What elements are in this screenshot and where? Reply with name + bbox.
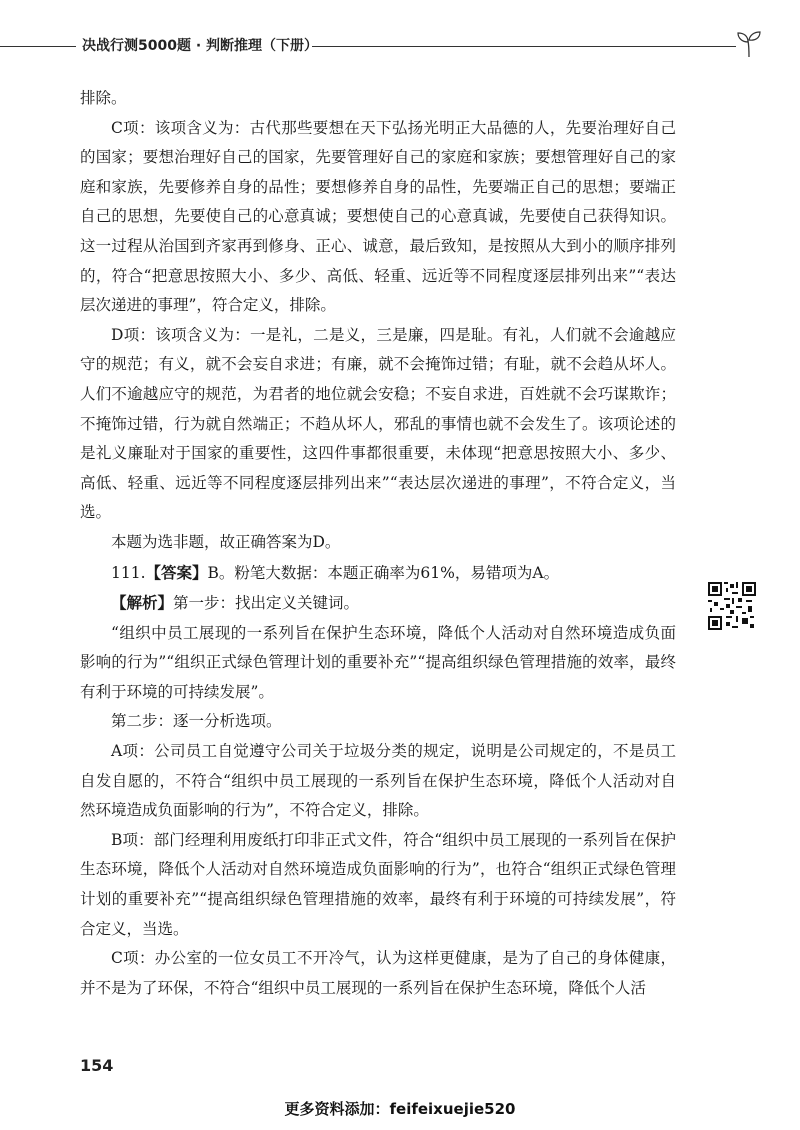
paragraph-option-c-2: C项：办公室的一位女员工不开冷气，认为这样更健康，是为了自己的身体健康，并不是为了环保，不符合“组织中员工展现的一系列旨在保护生态环境，降低个人活 [80,949,676,997]
page-number: 154 [80,1056,114,1075]
paragraph-step-two: 第二步：逐一分析选项。 [111,712,282,731]
header-rule-left [0,46,76,47]
paragraph-option-d: D项：该项含义为：一是礼，二是义，三是廉，四是耻。有礼，人们就不会逾越应守的规范；有义，就不会妄自求进；有廉，就不会掩饰过错；有耻，就不会趋从坏人。人们不逾越应守的规范，为君者的地位就会安稳；不妄自求进，百姓就不会巧谋欺诈；不掩饰过错，行为就自然端正；不趋从坏人，邪乱的事情也就不会发生了。该项论述的是礼义廉耻对于国家的重要性，这四件事都很重要，未体现“把意思按照大小、多少、高低、轻重、远近等不同程度逐层排列出来”“表达层次递进的事理”，不符合定义，当选。 [80,325,676,522]
page-content [80,84,676,1003]
paragraph-keywords: “组织中员工展现的一系列旨在保护生态环境，降低个人活动对自然环境造成负面影响的行为”“组织正式绿色管理计划的重要补充”“提高组织绿色管理措施的效率，最终有利于环境的可持续发展”。 [80,623,676,701]
paragraph-conclusion: 本题为选非题，故正确答案为D。 [111,532,341,551]
question-number: 111. [111,563,146,582]
header-title: 决战行测5000题 · 判断推理（下册） [82,38,319,54]
paragraph-option-a: A项：公司员工自觉遵守公司关于垃圾分类的规定，说明是公司规定的，不是员工自发自愿的，不符合“组织中员工展现的一系列旨在保护生态环境，降低个人活动对自然环境造成负面影响的行为”，不符合定义，排除。 [80,742,676,820]
analysis-tag: 【解析】 [111,593,174,613]
analysis-line [80,588,676,619]
paragraph-option-c: C项：该项含义为：古代那些要想在天下弘扬光明正大品德的人，先要治理好自己的国家；要想治理好自己的国家，先要管理好自己的家庭和家族；要想管理好自己的家庭和家族，先要修养自身的品性；要想修养自身的品性，先要端正自己的思想；要端正自己的思想，先要使自己的心意真诚；要想使自己的心意真诚，先要使自己获得知识。这一过程从治国到齐家再到修身、正心、诚意，最后致知，是按照从大到小的顺序排列的，符合“把意思按照大小、多少、高低、轻重、远近等不同程度逐层排列出来”“表达层次递进的事理”，符合定义，排除。 [80,118,676,315]
answer-tag: 【答案】 [145,562,208,582]
analysis-text: 第一步：找出定义关键词。 [173,594,360,613]
qr-code-icon[interactable] [708,582,756,630]
answer-line [80,558,676,589]
leaf-sprout-icon [736,30,762,58]
header-rule-right [312,46,736,47]
footer-note: 更多资料添加：feifeixuejie520 [284,1100,516,1118]
running-header [0,30,800,60]
paragraph: 排除。 [80,89,127,107]
paragraph-option-b: B项：部门经理利用废纸打印非正式文件，符合“组织中员工展现的一系列旨在保护生态环境，降低个人活动对自然环境造成负面影响的行为”，也符合“组织正式绿色管理计划的重要补充”“提高组织绿色管理措施的效率，最终有利于环境的可持续发展”，符合定义，当选。 [80,830,676,938]
answer-text: B。粉笔大数据：本题正确率为61%，易错项为A。 [207,563,560,582]
